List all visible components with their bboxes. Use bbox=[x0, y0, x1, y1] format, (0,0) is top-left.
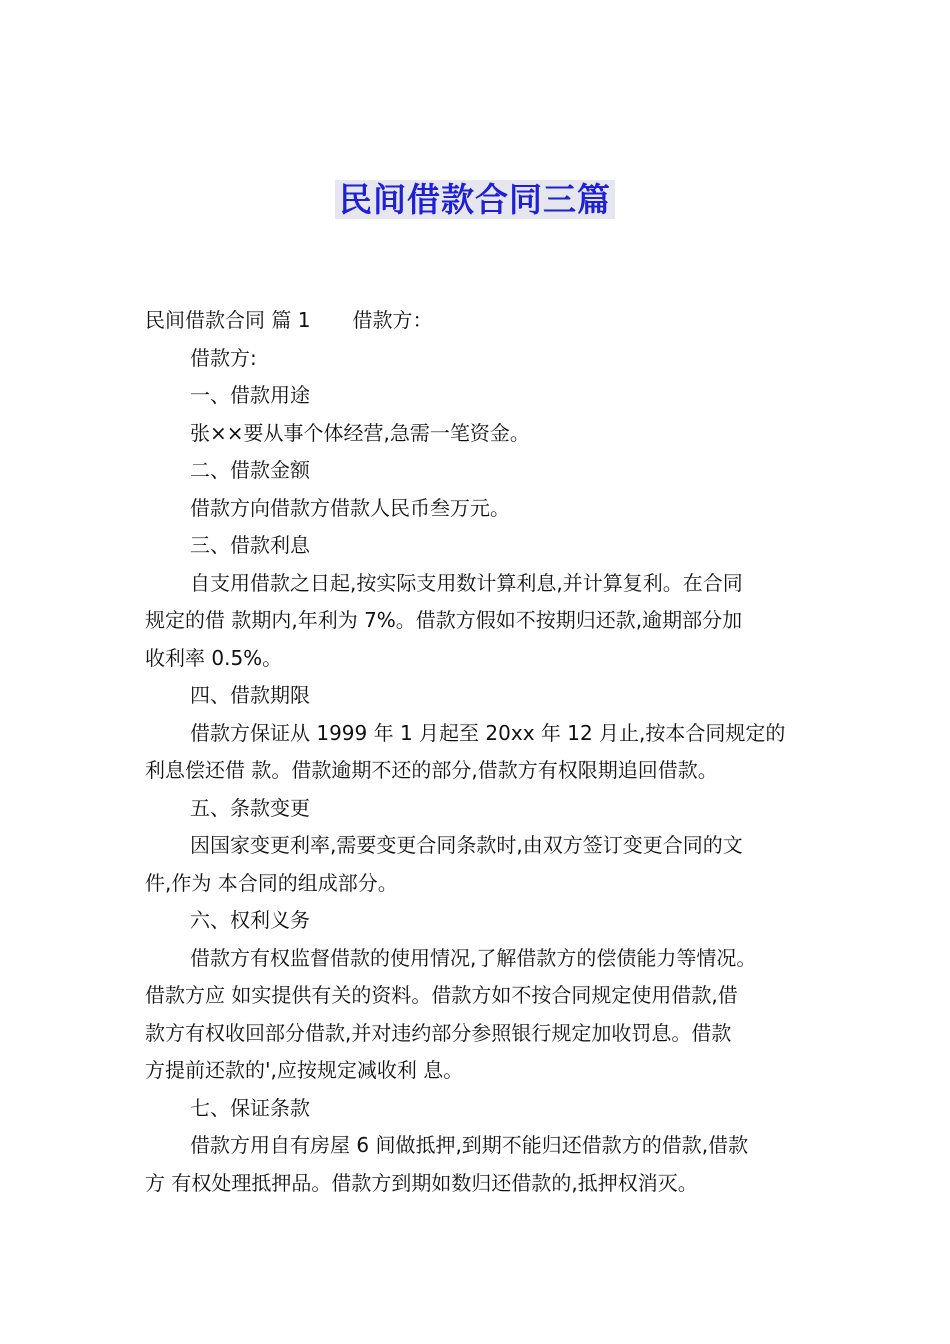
paragraph-line: 二、借款金额 bbox=[190, 458, 310, 482]
paragraph-line: 借款方保证从 1999 年 1 月起至 20xx 年 12 月止,按本合同规定的 bbox=[190, 720, 786, 745]
paragraph-line: 借款方: bbox=[190, 345, 257, 370]
paragraph-line: 借款方有权监督借款的使用情况,了解借款方的偿债能力等情况。 bbox=[190, 945, 757, 970]
paragraph-line: 三、借款利息 bbox=[190, 533, 310, 557]
paragraph-line: 款方有权收回部分借款,并对违约部分参照银行规定加收罚息。借款 bbox=[145, 1020, 732, 1045]
paragraph-line: 借款方向借款方借款人民币叁万元。 bbox=[190, 495, 510, 520]
paragraph-line: 规定的借 款期内,年利为 7%。借款方假如不按期归还款,逾期部分加 bbox=[145, 608, 743, 632]
document-title bbox=[0, 178, 950, 222]
paragraph-line: 方 有权处理抵押品。借款方到期如数归还借款的,抵押权消灭。 bbox=[145, 1170, 698, 1195]
section-heading: 民间借款合同 篇 1 bbox=[145, 308, 311, 332]
section-heading-line bbox=[145, 302, 813, 340]
paragraph-line: 因国家变更利率,需要变更合同条款时,由双方签订变更合同的文 bbox=[190, 833, 743, 857]
document-title-text: 民间借款合同三篇 bbox=[335, 180, 615, 219]
document-body bbox=[145, 302, 813, 1202]
borrower-label: 借款方： bbox=[352, 308, 433, 332]
paragraph-line: 收利率 0.5%。 bbox=[145, 645, 283, 670]
paragraph-lines bbox=[145, 340, 813, 1203]
paragraph-line: 利息偿还借 款。借款逾期不还的部分,借款方有权限期追回借款。 bbox=[145, 758, 718, 782]
paragraph-line: 借款方用自有房屋 6 间做抵押,到期不能归还借款方的借款,借款 bbox=[190, 1133, 749, 1157]
paragraph-line: 张××要从事个体经营,急需一笔资金。 bbox=[190, 420, 530, 445]
paragraph-line: 借款方应 如实提供有关的资料。借款方如不按合同规定使用借款,借 bbox=[145, 983, 738, 1007]
paragraph-line: 七、保证条款 bbox=[190, 1095, 310, 1120]
paragraph-line: 一、借款用途 bbox=[190, 383, 310, 407]
paragraph-line: 六、权利义务 bbox=[190, 908, 310, 932]
paragraph-line: 四、借款期限 bbox=[190, 683, 310, 707]
paragraph-line: 方提前还款的',应按规定减收利 息。 bbox=[145, 1058, 464, 1082]
paragraph-line: 五、条款变更 bbox=[190, 795, 310, 820]
paragraph-line: 件,作为 本合同的组成部分。 bbox=[145, 870, 398, 895]
paragraph-line: 自支用借款之日起,按实际支用数计算利息,并计算复利。在合同 bbox=[190, 570, 743, 595]
